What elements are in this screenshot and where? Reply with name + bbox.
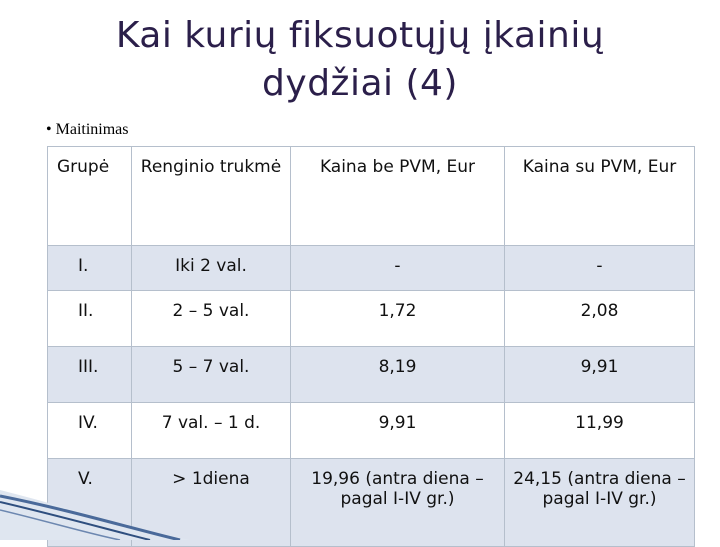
header-price-no-vat: Kaina be PVM, Eur [291,147,505,246]
cell-group: V. [48,459,132,547]
cell-group: III. [48,347,132,403]
header-price-vat: Kaina su PVM, Eur [505,147,695,246]
table-row [48,246,695,291]
bullet-item [46,121,129,139]
cell-duration: 5 – 7 val. [132,347,291,403]
slide-title [60,12,660,108]
cell-price-no-vat: 19,96 (antra diena – pagal I-IV gr.) [291,459,505,547]
cell-duration: Iki 2 val. [132,246,291,291]
cell-price-no-vat: - [291,246,505,291]
cell-price-vat: 9,91 [505,347,695,403]
slide-title-line2: dydžiai (4) [262,63,458,104]
cell-price-no-vat: 9,91 [291,403,505,459]
cell-duration: 2 – 5 val. [132,291,291,347]
cell-duration: 7 val. – 1 d. [132,403,291,459]
table-row [48,347,695,403]
cell-price-no-vat: 8,19 [291,347,505,403]
bullet-dot-icon: • [46,121,52,138]
header-duration: Renginio trukmė [132,147,291,246]
cell-price-vat: 11,99 [505,403,695,459]
cell-price-no-vat: 1,72 [291,291,505,347]
table-header-row [48,147,695,246]
table-row [48,291,695,347]
cell-duration: > 1diena [132,459,291,547]
bullet-label: Maitinimas [55,121,129,138]
cell-price-vat: 24,15 (antra diena – pagal I-IV gr.) [505,459,695,547]
cell-group: I. [48,246,132,291]
decorative-wave-icon [0,450,300,540]
cell-group: II. [48,291,132,347]
slide-title-line1: Kai kurių fiksuotųjų įkainių [115,15,605,56]
header-group: Grupė [48,147,132,246]
cell-price-vat: 2,08 [505,291,695,347]
cell-group: IV. [48,403,132,459]
cell-price-vat: - [505,246,695,291]
